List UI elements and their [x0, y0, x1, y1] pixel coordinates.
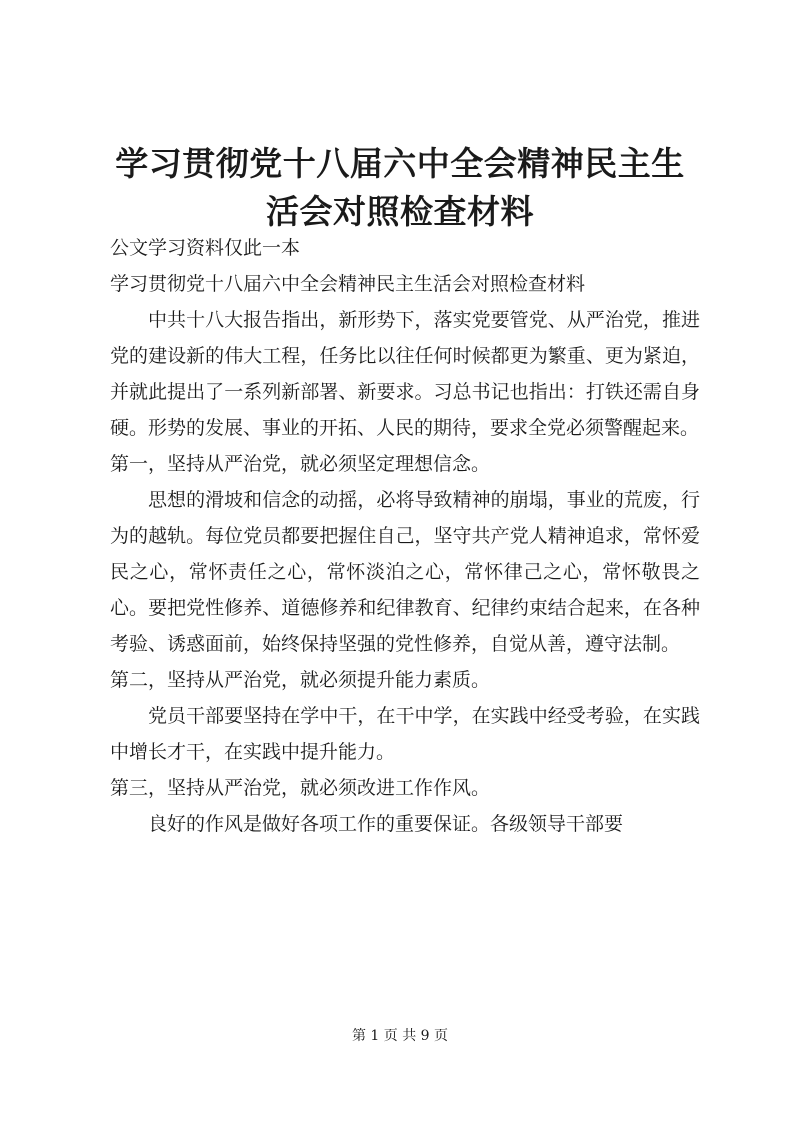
document-title: 学习贯彻党十八届六中全会精神民主生活会对照检查材料 — [115, 144, 685, 231]
heading-second: 第二，坚持从严治党，就必须提升能力素质。 — [110, 669, 491, 691]
paragraph-second: 党员干部要坚持在学中干，在干中学，在实践中经受考验，在实践中增长才干，在实践中提升能力。 — [110, 705, 700, 763]
subtitle-note: 公文学习资料仅此一本 — [110, 237, 301, 259]
heading-third: 第三，坚持从严治党，就必须改进工作作风。 — [110, 777, 491, 799]
subtitle-repeat: 学习贯彻党十八届六中全会精神民主生活会对照检查材料 — [110, 273, 586, 295]
document-body — [110, 230, 700, 842]
paragraph-first: 思想的滑坡和信念的动摇，必将导致精神的崩塌，事业的荒废，行为的越轨。每位党员都要把握住自己，坚守共产党人精神追求，常怀爱民之心，常怀责任之心，常怀淡泊之心，常怀律己之心，常怀敬畏之心。要把党性修养、道德修养和纪律教育、纪律约束结合起来，在各种考验、诱惑面前，始终保持坚强的党性修养，自觉从善，遵守法制。 — [110, 489, 700, 655]
paragraph-third: 良好的作风是做好各项工作的重要保证。各级领导干部要 — [148, 813, 624, 835]
page-footer: 第 1 页 共 9 页 — [351, 1028, 449, 1044]
heading-first: 第一，坚持从严治党，就必须坚定理想信念。 — [110, 453, 491, 475]
paragraph-intro: 中共十八大报告指出，新形势下，落实党要管党、从严治党，推进党的建设新的伟大工程，任务比以往任何时候都更为繁重、更为紧迫，并就此提出了一系列新部署、新要求。习总书记也指出：打铁还需自身硬。形势的发展、事业的开拓、人民的期待，要求全党必须警醒起来。 — [110, 309, 700, 439]
